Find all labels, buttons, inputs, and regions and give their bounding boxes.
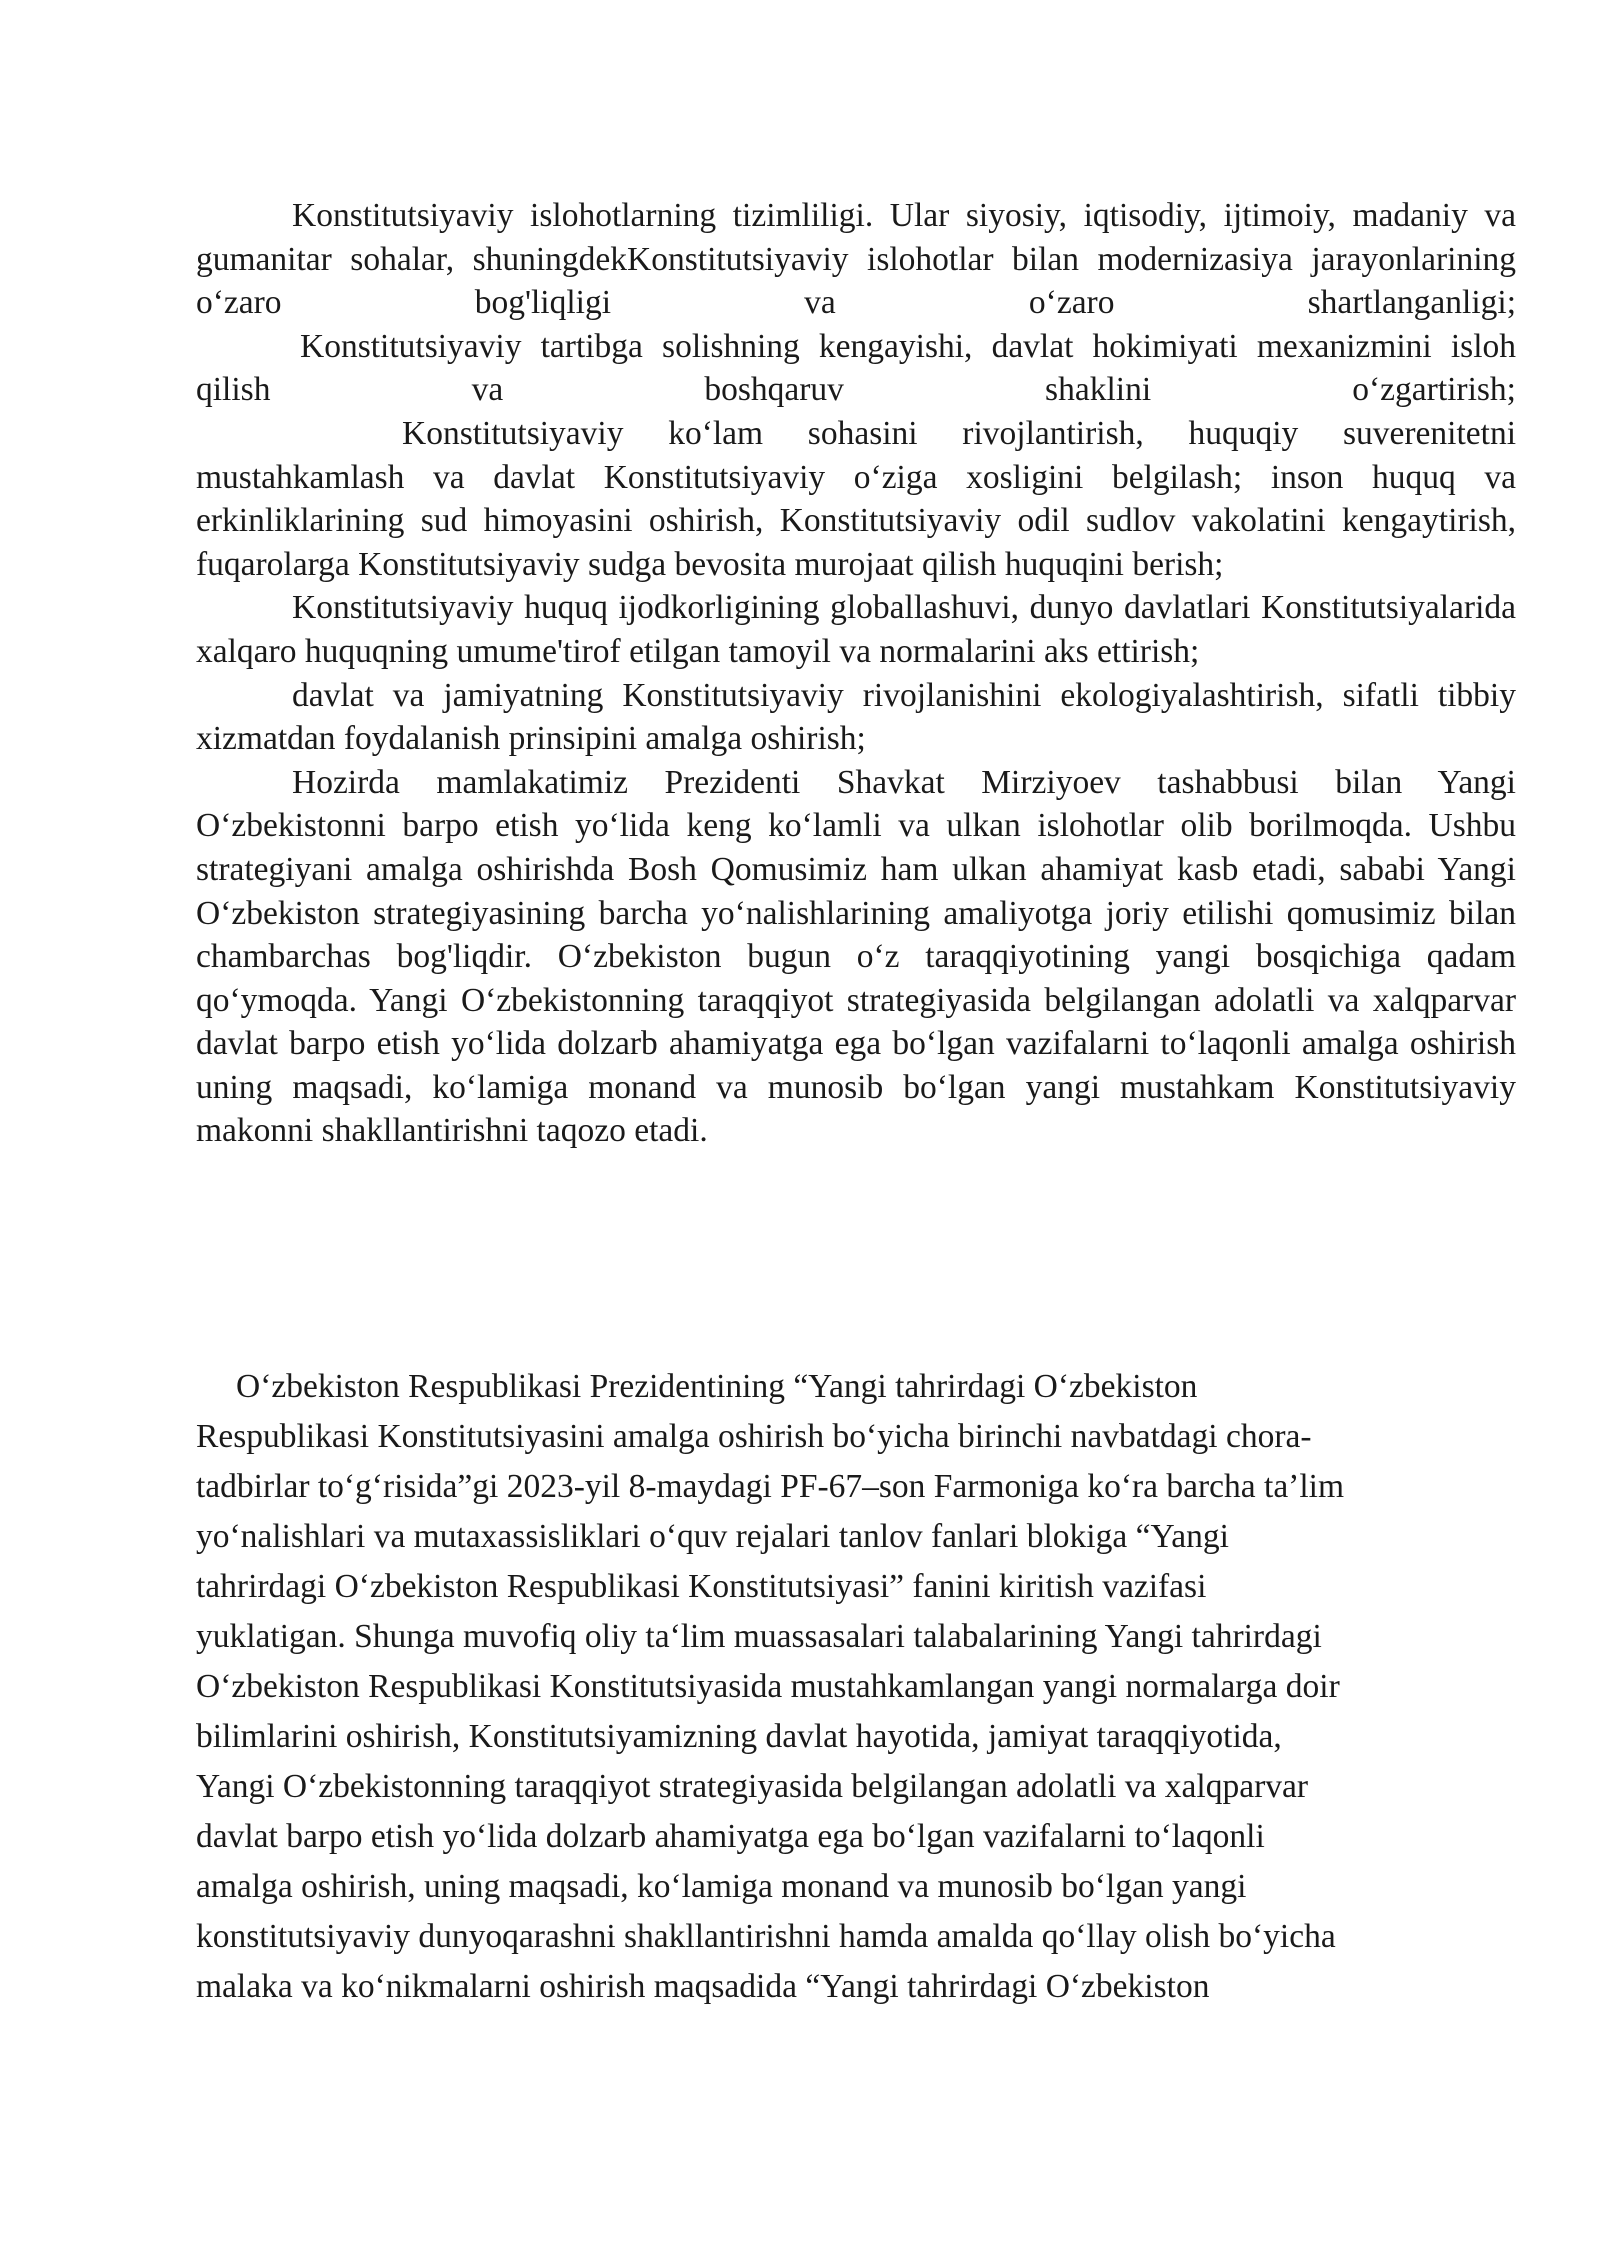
final-line-7: O‘zbekiston Respublikasi Konstitutsiyasida mustahkamlangan yangi normalarga doir	[196, 1668, 1340, 1705]
final-paragraph	[196, 1362, 1516, 2012]
final-line-8: bilimlarini oshirish, Konstitutsiyamizning davlat hayotida, jamiyat taraqqiyotida,	[196, 1718, 1282, 1755]
final-line-11: amalga oshirish, uning maqsadi, ko‘lamiga monand va munosib bo‘lgan yangi	[196, 1868, 1247, 1905]
final-line-2: Respublikasi Konstitutsiyasini amalga oshirish bo‘yicha birinchi navbatdagi chora-	[196, 1418, 1312, 1455]
paragraph-6: Hozirda mamlakatimiz Prezidenti Shavkat Mirziyoev tashabbusi bilan Yangi O‘zbekistonni barpo etish yo‘lida keng ko‘lamli va ulkan islohotlar olib borilmoqda. Ushbu strategiyani amalga oshirishda Bosh Qomusimiz ham ulkan ahamiyat kasb etadi, sababi Yangi O‘zbekiston strategiyasining barcha yo‘nalishlarining amaliyotga joriy etilishi qomusimiz bilan chambarchas bog'liqdir. O‘zbekiston bugun o‘z taraqqiyotining yangi bosqichiga qadam qo‘ymoqda. Yangi O‘zbekistonning taraqqiyot strategiyasida belgilangan adolatli va xalqparvar davlat barpo etish yo‘lida dolzarb ahamiyatga ega bo‘lgan vazifalarni to‘laqonli amalga oshirish uning maqsadi, ko‘lamiga monand va munosib bo‘lgan yangi mustahkam Konstitutsiyaviy makonni shakllantirishni taqozo etadi.	[196, 763, 1516, 1150]
final-line-9: Yangi O‘zbekistonning taraqqiyot strategiyasida belgilangan adolatli va xalqparvar	[196, 1768, 1309, 1805]
final-line-13: malaka va ko‘nikmalarni oshirish maqsadida “Yangi tahrirdagi O‘zbekiston	[196, 1968, 1210, 2005]
final-line-12: konstitutsiyaviy dunyoqarashni shakllantirishni hamda amalda qo‘llay olish bo‘yicha	[196, 1918, 1336, 1955]
paragraph-2: Konstitutsiyaviy tartibga solishning kengayishi, davlat hokimiyati mexanizmini isloh qilish va boshqaruv shaklini o‘zgartirish;	[196, 327, 1516, 409]
paragraph-5: davlat va jamiyatning Konstitutsiyaviy rivojlanishini ekologiyalashtirish, sifatli tibbiy xizmatdan foydalanish prinsipini amalga oshirish;	[196, 676, 1516, 758]
paragraph-3: Konstitutsiyaviy ko‘lam sohasini rivojlantirish, huquqiy suverenitetni mustahkamlash va davlat Konstitutsiyaviy o‘ziga xosligini belgilash; inson huquq va erkinliklarining sud himoyasini oshirish, Konstitutsiyaviy odil sudlov vakolatini kengaytirish, fuqarolarga Konstitutsiyaviy sudga bevosita murojaat qilish huquqini berish;	[196, 414, 1516, 583]
final-line-6: yuklatigan. Shunga muvofiq oliy ta‘lim muassasalari talabalarining Yangi tahrirdagi	[196, 1618, 1322, 1655]
final-line-10: davlat barpo etish yo‘lida dolzarb ahamiyatga ega bo‘lgan vazifalarni to‘laqonli	[196, 1818, 1265, 1855]
final-line-1: O‘zbekiston Respublikasi Prezidentining “Yangi tahrirdagi O‘zbekiston	[236, 1368, 1198, 1405]
final-line-3: tadbirlar to‘g‘risida”gi 2023-yil 8-maydagi PF-67–son Farmoniga ko‘ra barcha ta’lim	[196, 1468, 1345, 1505]
paragraph-4: Konstitutsiyaviy huquq ijodkorligining globallashuvi, dunyo davlatlari Konstitutsiyalarida xalqaro huquqning umume'tirof etilgan tamoyil va normalarini aks ettirish;	[196, 589, 1516, 670]
justified-text-block	[196, 194, 1516, 1153]
final-line-5: tahrirdagi O‘zbekiston Respublikasi Konstitutsiyasi” fanini kiritish vazifasi	[196, 1568, 1207, 1605]
paragraph-1: Konstitutsiyaviy islohotlarning tizimliligi. Ular siyosiy, iqtisodiy, ijtimoiy, madaniy va gumanitar sohalar, shuningdekKonstitutsiyaviy islohotlar bilan modernizasiya jarayonlarining o‘zaro bog'liqligi va o‘zaro shartlanganligi;	[196, 197, 1516, 322]
final-line-4: yo‘nalishlari va mutaxassisliklari o‘quv rejalari tanlov fanlari blokiga “Yangi	[196, 1518, 1229, 1555]
